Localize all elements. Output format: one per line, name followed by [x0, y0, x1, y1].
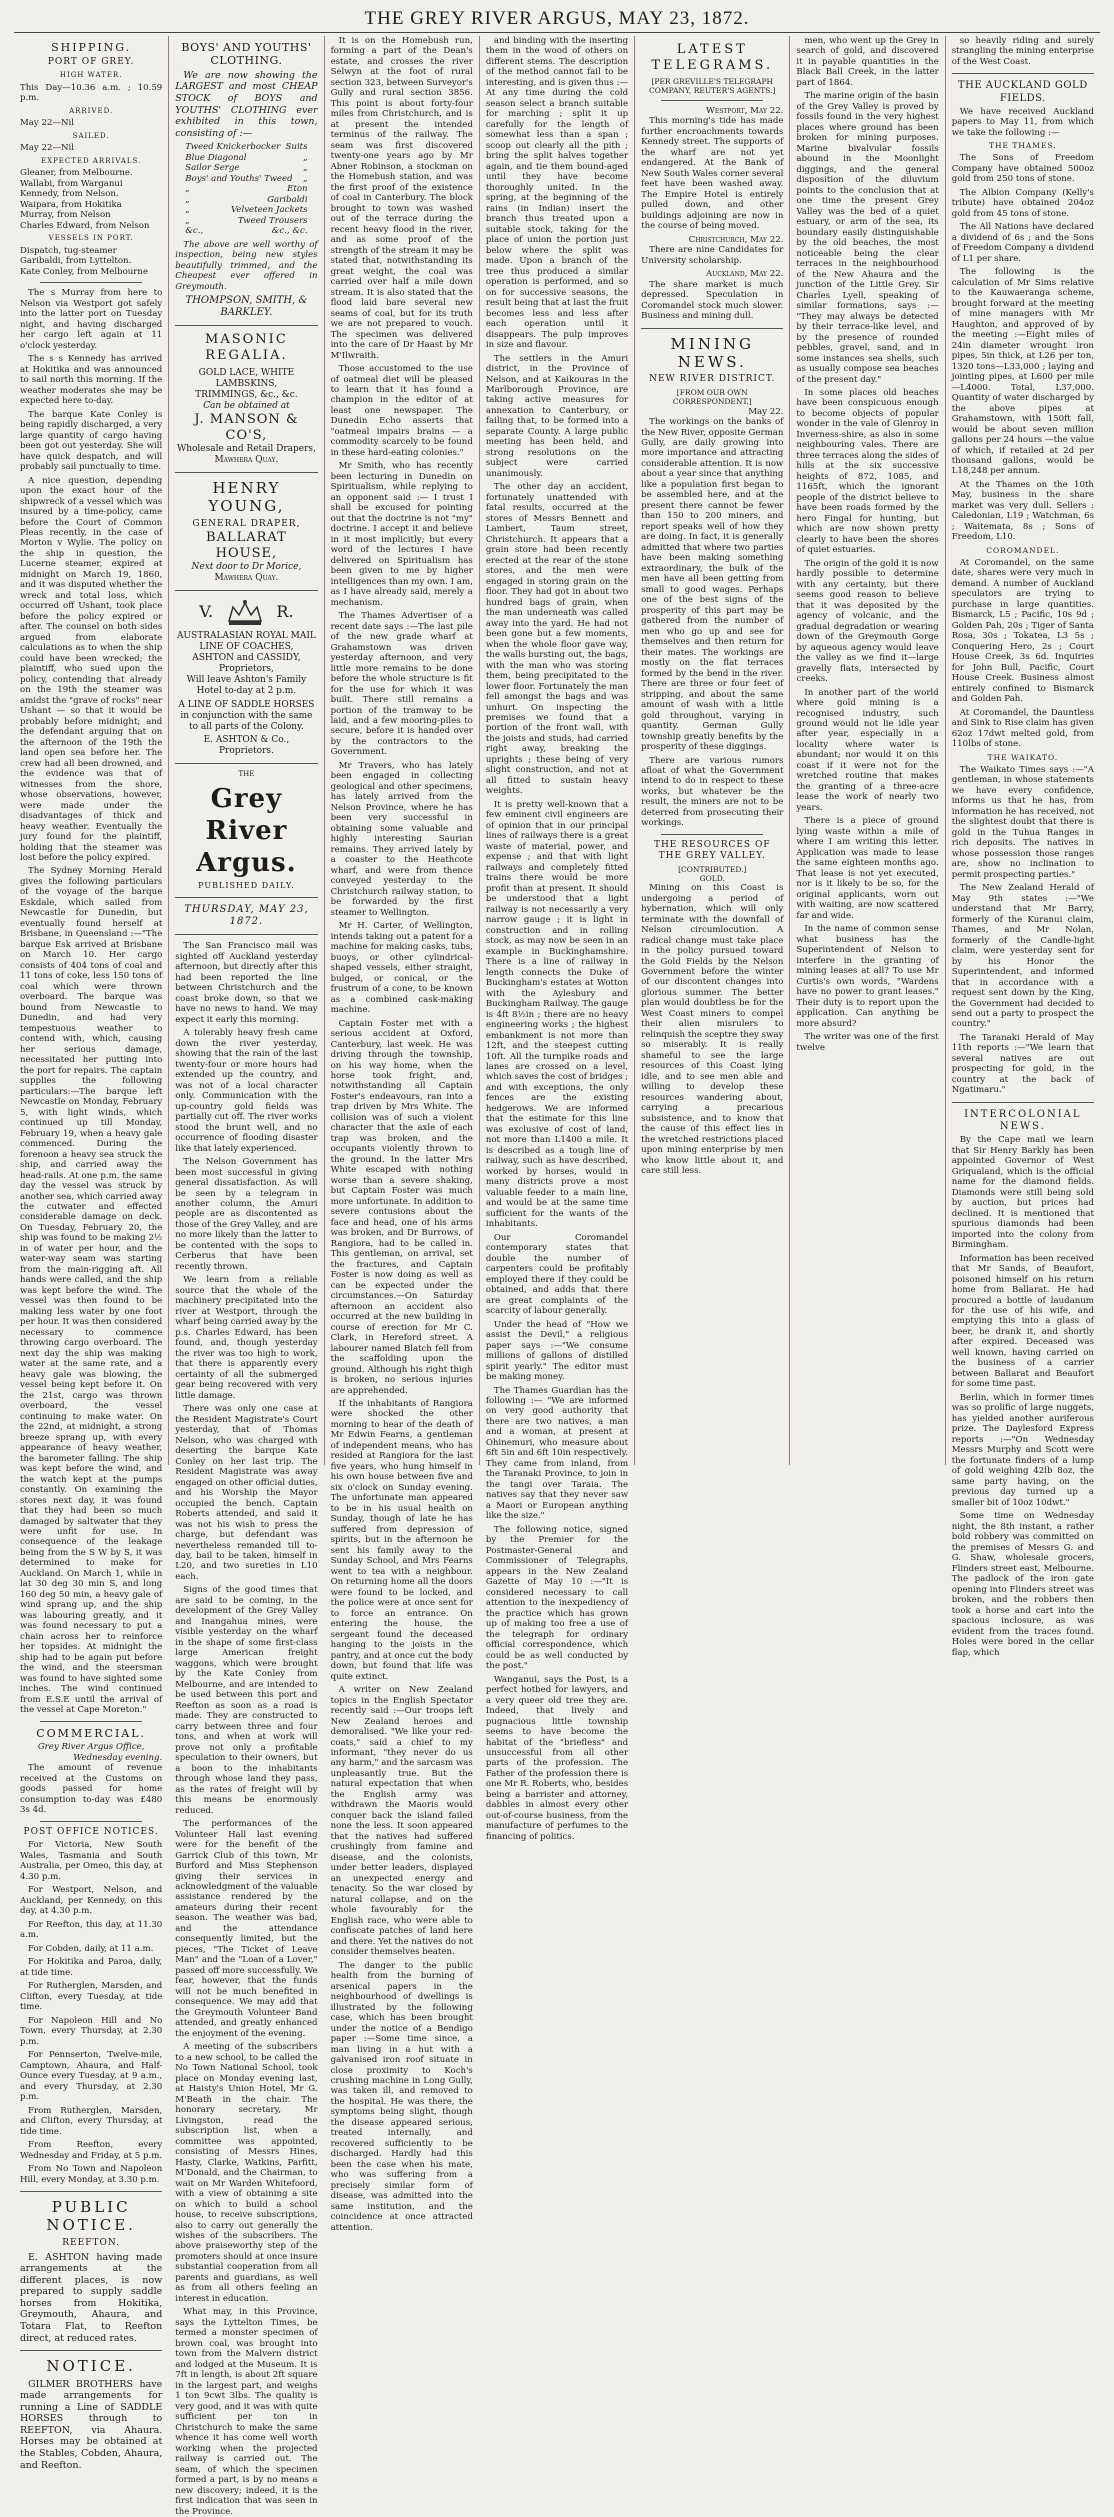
article-paragraph: The danger to the public health from the burning of arsenical papers in the neighbourhood of dwellings is illustrated by the following case, which has been brought under the notice of a Bendigo paper :—Some time since, a man living in a hut with a galvanised iron roof situate in close proximity to Koch's crushing machine in Long Gully, was taken ill, and removed to the hospital. He was there, the symptoms being slight, though the disease appeared serious, treated internally, and recovered sufficiently to be discharged. Hardly had this been the case when his mate, who was suffering from a precisely similar form of disease, was admitted into the same institution, and the coincidence at once attracted attention.	[330, 1960, 473, 2233]
resources-tag: [CONTRIBUTED.]	[678, 864, 747, 874]
list-item: Murray, from Nelson	[20, 210, 111, 221]
mining-date: May 22.	[748, 406, 784, 417]
list-item: Tweed Knickerbocker Suits	[185, 142, 308, 153]
vessels-list	[20, 246, 162, 277]
telegram-item: Christchurch, May 22. There are nine Candidates for University scholarship.	[641, 234, 784, 266]
post-notice: For Cobden, daily, at 11 a.m.	[28, 1943, 154, 1954]
mining-paragraph: The workings on the banks of the New River, opposite German Gully, are daily growing into more importance and attracting considerable attention. It is now about a year since that anything like a population first began to be assembled here, and at the present there cannot be fewer than 150 to 200 miners, and report speaks well of how they are doing. In fact, it is generally admitted that where two parties have been making something extraordinary, the bulk of the men have all been getting from small to good wages. Perhaps one of the best signs of the prosperity of this part may be gathered from the number of men who go up and see for themselves and then return for their mates. The workings are mostly on the flat terraces formed by the bend in the river. There are three or four feet of stripping, and about the same amount of wash with a little gold throughout, varying in quantity. German Gully township greatly benefits by the prosperity of these diggings.	[641, 417, 784, 753]
list-item: Kennedy, from Nelson.	[20, 189, 119, 200]
shipping-news: The Sydney Morning Herald gives the following particulars of the voyage of the barque Eskdale, which sailed from Newcastle for Dunedin, but eventually found herself at Brisbane, in Queensland :—"The barque Esk arrived at Brisbane on March 10. Her cargo consists of 404 tons of coal and 11 tons of coke, less 150 tons of coal which were thrown overboard. The barque was bound from Newcastle to Dunedin, and had very tempestuous weather to contend with, which, causing her serious damage, necessitated her putting into the port for repairs. The captain supplies the following particulars:—The barque left Newcastle on Monday, February 5, with light winds, which continued up till Monday, February 19, when a heavy gale commenced. During the forenoon a heavy sea struck the ship, and carried away the head-rails. At one p.m. the same day the vessel was struck by another sea, which carried away the cutwater and effected considerable damage on deck. On Tuesday, February 20, the ship was found to be making 2½ in of water per hour, and the water-way seam was starting from the main-rigging aft. All hands were called, and the ship was kept before the wind. The vessel was then found to be making less water by one foot per hour. It was then considered necessary to commence throwing cargo overboard. The next day the ship was making water at the same rate, and a heavy gale was blowing, the vessel being kept before it. On the 21st, cargo was thrown overboard, the vessel continuing to make water. On the 22nd, at midnight, a strong breeze sprang up, with every appearance of heavy weather, the barometer falling. The ship was kept before the wind, and the watch kept at the pumps constantly. On examining the stores next day, it was found that they had been so much damaged by saltwater that they were unfit for use. In consequence of the leakage being from the S W by S, it was determined to make for Auckland. On March 1, while in lat 30 deg 30 min S, and long 160 deg 50 min, a heavy gale of wind sprang up, and the ship was labouring greatly, and it was found necessary to put a chain across her to reinforce her topsides. At midnight the ship had to be again put before the wind, and the steersman was found to have sighted some inches. The wind continued from E.S.E until the arrival of the vessel at Cape Moreton."	[20, 866, 163, 1716]
mining-district: NEW RIVER DISTRICT.	[649, 374, 776, 385]
expected-heading: EXPECTED ARRIVALS.	[40, 156, 142, 165]
shipping-news: The s s Kennedy has arrived at Hokitika and was announced to sail north this morning. If the weather moderates she may be expected here to-day.	[20, 354, 163, 407]
article-paragraph: Mr H. Carter, of Wellington, intends taking out a patent for a machine for making casks, tubs, buoys, or other cylindrical-shaped vessels, either straight, bulged, or conical, or the frustrum of a cone, to be known as a combined cask-making machine.	[330, 921, 473, 1016]
coach-ad: AUSTRALASIAN ROYAL MAIL LINE OF COACHES, ASHTON and CASSIDY, Proprietors, Will leave Ashton's Family Hotel to-day at 2 p.m. A LINE OF SADDLE HORSES in conjunction with the same to all parts of the Colony. E. ASHTON & Co., Proprietors.	[176, 630, 316, 756]
article-paragraph: so heavily riding and surely strangling the mining enterprise of the West Coast.	[951, 36, 1094, 67]
tide-times: This Day—10.36 a.m. ; 10.59 p.m.	[20, 82, 163, 104]
telegrams-source: [PER GREVILLE'S TELEGRAPH COMPANY, REUTER'S AGENTS.]	[649, 76, 776, 95]
auckland-intro: We have received Auckland papers to May 11, from which we take the following :—	[951, 106, 1094, 138]
masthead	[14, 6, 1100, 33]
notice-text: GILMER BROTHERS have made arrangements for running a Line of SADDLE HORSES through to REEFTON, via Ahaura. Horses may be obtained at the Stables, Cobden, Ahaura, and Reefton.	[20, 2378, 163, 2471]
intercolonial-paragraph: Information has been received that Mr Sands, of Beaufort, poisoned himself on his return home from Ballarat. He had procured a bottle of laudanum for the use of his wife, and emptying this into a glass of beer, he drank it, and shortly after expired. Deceased was well known, having carried on the business of a carrier between Ballarat and Beaufort for some time past.	[951, 1253, 1094, 1390]
young-heading: HENRY YOUNG,	[208, 478, 285, 515]
article-paragraph: Captain Foster met with a serious accident at Oxford, Canterbury, last week. He was driving through the township, on his way home, when the horse took fright, and, notwithstanding all Captain Foster's endeavours, ran into a trap driven by Mrs White. The collision was of such a violent character that the axle of each trap was broken, and the occupants violently thrown to the ground. In the latter Mrs White escaped with nothing worse than a severe shaking, but Captain Foster was much more unfortunate. In addition to severe contusions about the face and head, one of his arms was broken, and Dr Burrows, of Rangiora, had to be called in. This gentleman, on arrival, set the fractures, and Captain Foster is now doing as well as can be expected under the circumstances.—On Saturday afternoon an accident also occurred at the new building in course of erection for Mr C. Clark, in Hereford street. A labourer named Blatch fell from the scaffolding upon the ground. Although his right thigh is broken, no serious injuries are apprehended.	[330, 1018, 473, 1396]
post-office-heading: POST OFFICE NOTICES.	[23, 1826, 159, 1837]
high-water-heading: HIGH WATER.	[59, 71, 123, 80]
column-3	[325, 36, 480, 2233]
thames-heading: THE THAMES.	[988, 141, 1057, 151]
editorial-paragraph: What may, in this Province, says the Lyttelton Times, be termed a monster specimen of brown coal, was brought into town from the Malvern district and lodged at the Museum. It is 7ft in length, is about 2ft square in the largest part, and weighs 1 ton 9cwt 3lbs. The quality is very good, and it was with quite sufficient per ton in Christchurch to make the same whence it has come well worth working when the projected railway is carried out. The seam, of which the specimen formed a part, is by no means a new discovery; indeed, it is the first indication that was seen in the Province.	[175, 2307, 318, 2517]
divider	[952, 73, 1094, 74]
masthead-title: THE GREY RIVER ARGUS, MAY 23, 1872.	[364, 8, 750, 29]
divider	[40, 1821, 142, 1822]
masonic-ad: GOLD LACE, WHITE LAMBSKINS, TRIMMINGS, &c., &c. Can be obtained at J. MANSON & CO'S, Wholesale and Retail Drapers, Mawhera Quay.	[176, 368, 316, 465]
editorial-paragraph: The performances of the Volunteer Hall last evening were for the benefit of the Garrick Club of this town, Mr Burford and Miss Stephenson giving their services in acknowledgment of the valuable assistance rendered by the amateurs during their recent season. The weather was bad, and the attendance consequently limited, but the pieces, "The Ticket of Leave Man" and the "Loan of a Lover," passed off more successfully. We fear, however, that the funds will not be much benefited in consequence. We may add that the Greymouth Volunteer Band attended, and greatly enhanced the enjoyment of the evening.	[175, 1819, 318, 2039]
article-paragraph: The Thames Advertiser of a recent date says :—The last pile of the new grade wharf at Grahamstown was driven yesterday afternoon, and very little more remains to be done before the whole structure is fit for the use for which it was built. There still remains a portion of the tramway to be laid, and a few mooring-piles to secure, before it is handed over by the contractors to the Government.	[330, 611, 473, 758]
divider	[641, 328, 783, 329]
mining-paragraph: There are various rumors afloat of what the Government intend to do in respect to these works, but whatever be the result, the miners are not to be deterred from prosecuting their workings.	[641, 755, 784, 829]
notice-heading: NOTICE.	[46, 2357, 136, 2376]
divider	[175, 897, 317, 898]
column-1	[14, 36, 169, 2471]
coromandel-paragraph: At Coromandel, the Dauntless and Sink to Rise claim has given 62oz 17dwt melted gold, from 110lbs of stone.	[951, 707, 1094, 750]
intercolonial-paragraph: Some time on Wednesday night, the 8th instant, a rather bold robbery was committed on the premises of Messrs G. and G. Shaw, wholesale grocers, Flinders street east, Melbourne. The padlock of the iron gate opening into Flinders street was broken, and the robbers then took a horse and cart into the spacious inclosure, as was evident from the traces found. Holes were bored in the cellar flap, which	[951, 1511, 1094, 1658]
post-notice: For Hokitika and Paroa, daily, at tide time.	[20, 1957, 163, 1978]
divider	[952, 1102, 1094, 1103]
post-notice: For Westport, Nelson, and Auckland, per Kennedy, on this day, at 4.30 p.m.	[20, 1885, 163, 1917]
clothing-heading: BOYS' AND YOUTHS' CLOTHING.	[181, 41, 312, 68]
commercial-text: The amount of revenue received at the Customs on goods passed for home consumption to-day was £480 3s 4d.	[20, 1763, 163, 1816]
waikato-paragraph: The Taranaki Herald of May 11th reports :—"We learn that several natives are out prospecting for gold, in the country at the back of Ngatimaru."	[951, 1032, 1094, 1096]
intercolonial-paragraph: Berlin, which in former times was so prolific of large nuggets, has yielded another auriferous prize. The Daylesford Express reports :—"On Wednesday Messrs Murphy and Scott were the fortunate finders of a lump of gold weighing 42lb 8oz, the same party having, on the previous day turned up a smaller bit of 10oz 10dwt."	[951, 1392, 1094, 1508]
list-item: „ Eton	[185, 184, 308, 195]
post-notice: For Napoleon Hill and No Town, every Thursday, at 2.30 p.m.	[20, 2015, 163, 2047]
thames-paragraph: At the Thames on the 10th May, business in the share market was very dull. Sellers : Caledonian, L19 ; Watchman, 6s ; Waitemata, 8s ; Sons of Freedom, L10.	[951, 479, 1094, 543]
list-item: Dispatch, tug-steamer	[20, 245, 117, 256]
article-paragraph: There is a piece of ground lying waste within a mile of where I am writing this letter. Application was made to lease the same eighteen months ago. That lease is not yet executed, nor is it likely to be so, for the original applicants, worn out with waiting, are now scattered far and wide.	[796, 816, 939, 921]
article-paragraph: men, who went up the Grey in search of gold, and discovered it in payable quantities in the Black Ball Creek, in the latter part of 1864.	[796, 36, 939, 88]
coromandel-heading: COROMANDEL.	[986, 545, 1060, 555]
waikato-heading: THE WAIKATO.	[987, 752, 1059, 762]
post-notice: From No Town and Napoleon Hill, every Monday, at 3.30 p.m.	[20, 2164, 163, 2185]
article-paragraph: The following notice, signed by the Premier for the Postmaster-General and Commissioner of Telegraphs, appears in the New Zealand Gazette of May 10 :—"It is considered necessary to call attention to the inexpediency of the practice which has grown up of making too free a use of the telegraph for ordinary official correspondence, which could be as well conducted by the post."	[485, 1524, 629, 1672]
list-item: Gleaner, from Melbourne.	[20, 168, 133, 179]
thames-paragraph: The Sons of Freedom Company have obtained 500oz gold from 250 tons of stone.	[951, 153, 1094, 185]
shipping-news: A nice question, depending upon the exact hour of the shipwreck of a vessel which was insured by a time-policy, came before the Court of Common Pleas recently, in the case of Morton v Wylie. The policy on the ship in question, the Lucerne steamer, expired at midnight on March 19, 1860, and it was disputed whether the wreck and total loss, which occurred off Ushant, took place before the policy expired or after. The counsel on both sides argued from elaborate calculations as to when the ship could have been wrecked; the plaintiff, who sued upon the policy, contending that already on the 19th the steamer was amidst the "grave of rocks" near Ushant — so that it would be probably before midnight; and the defendant arguing that on the afternoon of the 19th the land open sea before her. The crew had all been drowned, and the evidence was that of witnesses from the shore, whose observations, however, were made under the disadvantages of thick and heavy weather. Eventually the jury found for the plaintiff, holding that the steamer was lost before the policy expired.	[20, 475, 163, 863]
article-paragraph: It is pretty well-known that a few eminent civil engineers are of opinion that in our principal lines of railways there is a great waste of material, power, and expense ; and that with light railways and completely fitted trains there would be more profit than at present. It should be understood that a light railway is not necessarily a very narrow gauge ; it is light in construction and in rolling stock, as may now be seen in an example in Buckinghamshire. There is a line of railway in length connects the Duke of Buckingham's estates at Wotton with the Aylesbury and Buckingham Railway. The gauge is 4ft 8½in ; there are no heavy engineering works ; the highest embankment is not more than 12ft, and the steepest cutting 10ft. All the turnpike roads and lanes are crossed on a level, which saves the cost of bridges ; and with exceptions, the only fences are the existing hedgerows. We are informed that the estimate for this line was exclusive of cost of land, not more than L1400 a mile. It is described as a tough line of railway, such as have described, worked by horses, would in many districts prove a most valuable feeder to a main line, and would be at the same time sufficient for the wants of the inhabitants.	[485, 799, 629, 1230]
article-paragraph: The other day an accident, fortunately unattended with fatal results, occurred at the stores of Messrs Bennett and Lambert, Taum street, Christchurch. It appears that a grain store had been recently erected at the rear of the stone stores, and the men were engaged in storing grain on the floor. They had got in about two hundred bags of grain, when the man underneath was called away into the yard. He had not been gone but a few moments, when the whole floor gave way, the walls bursting out, the bags, with the man who was storing them, being precipitated to the lower floor. Fortunately the man fell amongst the bags and was unhurt. On inspecting the premises we found that a portion of the front wall, with the joists and studs, had carried right away, breaking the uprights ; these being of very slight construction, and not at all fitted to sustain heavy weights.	[485, 482, 629, 797]
article-paragraph: Our Coromandel contemporary states that double the number of carpenters could be profitably employed there if they could be obtained, and adds that there are great complaints of the scarcity of labour generally.	[485, 1232, 629, 1317]
divider	[175, 763, 317, 764]
columns	[14, 36, 1100, 2517]
commercial-day: Wednesday evening.	[73, 1752, 163, 1763]
telegram-item: Auckland, May 22. The share market is much depressed. Speculation in Coromandel stock much slower. Business and mining dull.	[641, 269, 784, 322]
mining-source: [FROM OUR OWN CORRESPONDENT.]	[672, 388, 752, 407]
list-item: &c., &c., &c.	[185, 226, 308, 237]
arrived-list: May 22—Nil	[20, 118, 75, 129]
post-notice: For Reefton, this day, at 11.30 a.m.	[20, 1919, 163, 1941]
post-notice: For Pennserton, Twelve-mile, Camptown, Ahaura, and Half-Ounce every Tuesday, at 9 a.m., and every Thursday, at 2.30 p.m.	[20, 2050, 163, 2103]
article-paragraph: Under the head of "How we assist the Devil," a religious paper says :—"We consume millions of gallons of distilled spirit yearly." The editor must be making money.	[485, 1319, 629, 1383]
clothing-intro: We are now showing the LARGEST and most CHEAP STOCK of BOYS and YOUTHS' CLOTHING ever exhibited in this town, consisting of :—	[175, 69, 318, 139]
argus-dateline: THURSDAY, MAY 23, 1872.	[184, 904, 309, 928]
list-item: Boys' and Youths' Tweed „	[185, 173, 308, 184]
sailed-list: May 22—Nil	[20, 143, 75, 154]
column-7	[946, 36, 1100, 1658]
expected-list	[20, 168, 162, 231]
clothing-outro: The above are well worthy of inspection, being new styles beautifully trimmed, and the Cheapest ever offered in Greymouth.	[175, 239, 318, 292]
vessels-heading: VESSELS IN PORT.	[48, 234, 134, 243]
arrived-heading: ARRIVED.	[69, 106, 114, 115]
waikato-paragraph: The New Zealand Herald of May 9th states :—"We understand that Mr Barry, formerly of the Kuranui claim, Thames, and Mr Nolan, formerly of the Candle-light claim, were yesterday sent for by his Honor the Superintendent, and informed that in accordance with a request sent down by the King, the Government had decided to send out a party to prospect the country."	[951, 883, 1094, 1030]
sailed-heading: SAILED.	[72, 131, 110, 140]
post-notice: For Victoria, New South Wales, Tasmania and South Australia, per Omeo, this day, at 4.30 p.m.	[20, 1840, 163, 1882]
shipping-news: The barque Kate Conley is being rapidly discharged, a very large quantity of cargo having been got out yesterday. She will have quick despatch, and will probably sail punctually to time.	[20, 409, 163, 473]
resources-sub: GOLD.	[699, 873, 725, 883]
vr-left: V.	[199, 602, 214, 622]
divider	[661, 100, 763, 101]
argus-the: THE	[238, 769, 255, 778]
divider	[661, 834, 763, 835]
article-paragraph: It is on the Homebush run, forming a part of the Dean's estate, and crosses the river Selwyn at the foot of rural section 323, between Surveyor's Gully and rural section 3856. This point is about forty-four miles from Christchurch, and is at present the intended terminus of the railway. The seam was first discovered twenty-one years ago by Mr Abner Robinson, a stockman on the Homebush station, and was the first proof of the existence of coal in Canterbury. The block brought to town was washed out of the terrace during the recent heavy flood in the river, and as some proof of the strength of the stream it may be stated that, notwithstanding its great weight, the coal was carried over half a mile down stream. It is also stated that the flood laid bare several new seams of coal, but for its truth we are not prepared to vouch. The specimen was delivered into the care of Dr Haast by Mr M'Ilwraith.	[330, 36, 473, 361]
vr-right: R.	[276, 602, 294, 622]
clothing-firm: THOMPSON, SMITH, & BARKLEY.	[185, 295, 308, 319]
auckland-heading: THE AUCKLAND GOLD FIELDS.	[957, 80, 1088, 104]
mining-heading: MINING NEWS.	[670, 334, 754, 371]
editorial-paragraph: There was only one case at the Resident Magistrate's Court yesterday, that of Thomas Nelson, who was charged with deserting the barque Kate Conley on her last trip. The Resident Magistrate was away engaged on other official duties, and his Worship the Mayor occupied the bench. Captain Roberts attended, and said it was not his wish to press the charge, but defendant was nevertheless remanded till to-day, bail to be taken, himself in L20, and two sureties in L10 each.	[175, 1404, 318, 1582]
list-item: Wallabi, from Warganui	[20, 178, 123, 189]
article-paragraph: Mr Smith, who has recently been lecturing in Dunedin on Spiritualism, while replying to an opponent said :— I trust I shall be excused for pointing out that the doctrine is not "my" doctrine. I accept it and believe in it most implicitly; but every word of the lectures I have delivered on Spiritualism has been given to me by higher intelligences than my own. I am, as I have already said, merely a mechanism.	[330, 461, 473, 608]
list-item: „ Tweed Trousers	[185, 215, 308, 226]
editorial-paragraph: A meeting of the subscribers to a new school, to be called the No Town National School, took place on Monday evening last, at Haisty's Union Hotel, Mr G. M'Beath in the chair. The honorary secretary, Mr Livingston, read the subscription list, when a committee was appointed, consisting of Messrs Hines, Hasty, Clarke, Watkins, Parfitt, M'Donald, and the Chairman, to wait on Mr Warden Whitefoord, with a view of obtaining a site on which to build a school house, to receive subscriptions, also to carry out generally the wishes of the subscribers. The above praiseworthy step of the promoters should at once insure substantial cooperation from all parents and guardians, as well as from all others feeling an interest in education.	[175, 2042, 318, 2304]
thames-paragraph: The Albion Company (Kelly's tribute) have obtained 204oz gold from 45 tons of stone.	[951, 187, 1094, 219]
list-item: „ Garibaldi	[185, 194, 308, 205]
young-ad: GENERAL DRAPER, BALLARAT HOUSE, Next door to Dr Morice, Mawhera Quay.	[191, 519, 302, 583]
divider	[175, 472, 317, 473]
public-notice-place: REEFTON.	[62, 2237, 120, 2248]
editorial-paragraph: The Nelson Government has been most successful in giving general dissatisfaction. As will be seen by a telegram in another column, the Amuri people are as discontented as those of the Grey Valley, and are no more likely than the latter to be contented with the sops to Cerberus that have been recently thrown.	[175, 1157, 318, 1272]
divider	[20, 2350, 162, 2351]
column-2	[169, 36, 324, 2517]
list-item: Blue Diagonal „	[185, 152, 308, 163]
thames-paragraph: The following is the calculation of Mr Sims relative to the Kauwaeranga scheme, brought forward at the meeting of mine managers with Mr Haughton, and approved of by the meeting :—Eight miles of 24in diameter wrought iron pipes, 5in thick, at L26 per ton, 1320 tons—L33,000 ; laying and jointing pipes, at L600 per mile—L4000. Total, L37,000. Quantity of water discharged by the above pipes at Grahamstown, with 150ft fall, would be about seven million gallons per 24 hours —the value of which, if retailed at 2d per thousand gallons, would be L18,248 per annum.	[951, 267, 1094, 477]
editorial-paragraph: Signs of the good times that are said to be coming, in the development of the Grey Valley and Inangahua mines, were visible yesterday on the wharf in the shape of some first-class large American freight waggons, which were brought by the Kate Conley from Melbourne, and are intended to be used between this port and Reefton as soon as a road is made. They are constructed to carry between three and four tons, and when at work will prove not only a profitable speculation to their owners, but a boon to the inhabitants through whose land they pass, as the rates of freight will by this means be enormously reduced.	[175, 1585, 318, 1816]
article-paragraph: In the name of common sense what business has the Superintendent of Nelson to interfere in the granting of mining leases at all? To use Mr Curtis's own words, "Wardens have no power to grant leases." Their duty is to report upon the application. Can anything be more absurd?	[796, 924, 939, 1029]
editorial-paragraph: A tolerably heavy fresh came down the river yesterday, showing that the rain of the last twenty-four or more hours had extended up the country, and was not of a local character only. Communication with the up-country gold fields was partially cut off. The river works stood the brunt well, and no occurrence of flooding disaster like that lately experienced.	[175, 1028, 318, 1154]
column-5	[635, 36, 790, 1465]
article-paragraph: In some places old beaches have been conspicuous enough to become objects of popular wonder in the vale of Glenroy in Inverness-shire, as also in some neighbouring vales. There are three terraces along the sides of hills at the six successive heights of 872, 1085, and 1165ft, which the ignorant people of the district believe to have been roads formed by the hero Fingal for hunting, but which are now shown pretty clearly to have been the shores of quiet estuaries.	[796, 387, 939, 556]
intercolonial-heading: INTERCOLONIAL NEWS.	[964, 1108, 1082, 1133]
column-6	[790, 36, 945, 1465]
thames-paragraph: The All Nations have declared a dividend of 6s ; and the Sons of Freedom Company a dividend of L1 per share.	[951, 222, 1094, 264]
article-paragraph: The writer was one of the first twelve	[796, 1032, 939, 1053]
telegram-item: Westport, May 22. This morning's tide has made further encroachments towards Kennedy street. The supports of the wharf are not yet endangered. At the Bank of New South Wales corner several feet have been washed away. The Empire Hotel is entirely pulled down, and other buildings adjoining are now in the course of being moved.	[641, 106, 784, 232]
article-paragraph: Those accustomed to the use of oatmeal diet will be pleased to learn that it has found a champion in the editor of at least one newspaper. The Dunedin Echo asserts that "oatmeal impairs brains — a commodity scarcely to be found in these hard-eating colonies."	[330, 364, 473, 458]
divider	[40, 282, 142, 283]
telegrams-heading: LATEST TELEGRAMS.	[651, 42, 774, 73]
column-4	[480, 36, 635, 1842]
post-notice: For Rutherglen, Marsden, and Clifton, every Tuesday, at tide time.	[20, 1981, 163, 2013]
article-paragraph: The marine origin of the basin of the Grey Valley is proved by fossils found in the very highest places where ground has been broken for mining purposes. Marine bivalvular fossils abound in the Moonlight diggings, and the general disposition of the diluvium points to the conclusion that at one time the present Grey Valley was the bed of a quiet estuary, or arm of the sea, its boundary easily distinguishable by the old beaches, the most noticeable being the clear terraces in the neighbourhood of the New Ahaura and the junction of the Little Grey. Sir Charles Lyell, speaking of similar formations, says :— "They may always be detected by their terrace-like level, and by the presence of rounded pebbles, gravel, sand, and in some instances sea shells, such as usually compose sea beaches of the present day."	[796, 91, 939, 385]
resources-heading: THE RESOURCES OF THE GREY VALLEY.	[653, 839, 771, 861]
article-paragraph: If the inhabitants of Rangiora were shocked the other morning to hear of the death of Mr Edwin Fearns, a gentleman of independent means, who has resided at Rangiora for the last five years, who hung himself in his own house between five and six o'clock on Sunday evening. The unfortunate man appeared to be in his usual health on Sunday, though of late he has suffered from depression of spirits, but in the afternoon he sent his family away to the Sunday School, and Mrs Fearns went to tea with a neighbour. On returning home all the doors were found to be locked, and the police were at once sent for to force an entrance. On entering the house, the sergeant found the deceased hanging to the joists in the pantry, and at once cut the body down, but found that life was quite extinct.	[330, 1399, 473, 1682]
list-item: Kate Conley, from Melbourne	[20, 266, 149, 277]
waikato-paragraph: The Waikato Times says :—"A gentleman, in whose statements we have every confidence, informs us that he has, from information he has received, not the slightest doubt that there is gold in the Tuhua Ranges in rich deposits. The natives in whose possession those ranges are, show no inclination to permit prospecting parties."	[951, 764, 1094, 880]
article-paragraph: A writer on New Zealand topics in the English Spectator recently said :—Our troops left New Zealand heroes and demoralised. "We like your red-coats," said a chief to my informant, "they never do us any harm," and the sarcasm was unpleasantly true. But the natural expectation that when the English army was withdrawn the Maoris would conquer back the island failed none the less. It soon appeared that the natives had suffered crushingly from famine and disease, and the colonists, under better leaders, displayed an unexpected energy and tenacity. So the war closed by natural collapse, and on the whole favourably for the English race, who were able to confiscate patches of land here and there. Yet the natives do not consider themselves beaten.	[330, 1685, 473, 1958]
shipping-news: The s Murray from here to Nelson via Westport got safely into the latter port on Tuesday night, and having discharged her cargo left again at 11 o'clock yesterday.	[20, 288, 163, 351]
coromandel-paragraph: At Coromandel, on the same date, shares were very much in demand. A number of Auckland speculators are trying to purchase in large quantities. Bismarck, L5 ; Pacific, 10s 9d ; Golden Pah, 20s ; Tiger of Santa Rosa, 30s ; Tokatea, L3 5s ; Conquering Hero, 2s ; Court House Creek, 3s 6d. Inquiries for John Bull, Pacific, Court House Creek. Business almost entirely confined to Bismarck and Golden Pah.	[951, 558, 1094, 705]
crown-icon	[225, 597, 265, 627]
list-item: Garibaldi, from Lyttelton.	[20, 256, 132, 267]
resources-paragraph: Mining on this Coast is undergoing a period of hybernation, which will only terminate with the downfall of Nelson circumlocution. A radical change must take place in the policy pursued toward the Gold Fields by the Nelson Government before the winter of our discontent changes into glorious summer. The better plan would doubtless be for the West Coast miners to compel their alien misrulers to relinquish the sceptre they sway so miserably. It is really shameful to see the large resources of this Coast lying idle, and to see men able and willing to develop these resources wandering about, carrying a precarious subsistence, and to know that the cause of this effect lies in the wretched restrictions placed upon mining enterprise by men who know little about it, and care still less.	[641, 883, 784, 1177]
editorial-paragraph: The San Francisco mail was sighted off Auckland yesterday afternoon, but directly after this had been reported the line between Christchurch and the coast broke down, so that we have no news to hand. We may expect it early this morning.	[175, 941, 318, 1025]
shipping-heading: SHIPPING.	[51, 41, 132, 54]
public-notice-heading: PUBLIC NOTICE.	[46, 2198, 136, 2235]
port-heading: PORT OF GREY.	[47, 57, 135, 68]
list-item: Waipara, from Hokitika	[20, 199, 122, 210]
divider	[175, 934, 317, 935]
commercial-office: Grey River Argus Office,	[37, 1742, 145, 1753]
masonic-heading: MASONIC REGALIA.	[205, 332, 288, 364]
argus-title: Grey River Argus.	[196, 784, 297, 878]
article-paragraph: and binding with the inserting them in the wood of others on different stems. The description of the method cannot fail to be interesting, and is given thus :—At any time during the cold season select a branch suitable for marching ; split it up carefully for the length of somewhat less than a span ; scoop out clearly all the pith ; bring the split halves together again, and tie them bound-aged until they have become thoroughly united. In the spring, at the beginning of the rains (in Indian) insert the branch thus treated upon a suitable stock, taking for the place of union the portion just below where the split was made. Upon a branch of the tree thus produced a similar operation is performed, and so on for successive seasons, the result being that at last the fruit becomes less and less after each operation until it disappears. The pulp improves in size and flavour.	[485, 36, 629, 351]
argus-published: PUBLISHED DAILY.	[198, 881, 295, 891]
royal-arms	[175, 597, 317, 627]
list-item: Sailor Serge „	[185, 163, 308, 174]
commercial-heading: COMMERCIAL.	[36, 1726, 147, 1740]
post-notice: From Reefton, every Wednesday and Friday, at 5 p.m.	[20, 2140, 163, 2161]
article-paragraph: The Thames Guardian has the following :— "We are informed on very good authority that there are two natives, a man and a woman, at present at Ohinemuri, who measure about 6ft 5in and 6ft 10in respectively. They came from inland, from the Taranaki Province, to join in the tangi over Taraia. The natives say that they never saw a Maori or European anything like the size."	[485, 1385, 629, 1522]
intercolonial-paragraph: By the Cape mail we learn that Sir Henry Barkly has been appointed Governor of West Griqualand, which is the official name for the diamond fields. Diamonds were still being sold by auction, but prices had declined. It is mentioned that spurious diamonds had been imported into the colony from Birmingham.	[951, 1135, 1094, 1251]
divider	[175, 325, 317, 326]
list-item: Charles Edward, from Nelson	[20, 220, 150, 231]
article-paragraph: Wanganui, says the Post, is a perfect hotbed for lawyers, and a very queer old tree they are. Indeed, that lively and pugnacious little township seems to have become the habitat of the "briefless" and unsuccessful from all other parts of the profession. The Father of the profession there is one Mr R. Roberts, who, besides being a barrister and attorney, dabbles in almost every other out-of-course business, from the manufacture of perfumes to the financing of politics.	[485, 1674, 629, 1842]
article-paragraph: Mr Travers, who has lately been engaged in collecting geological and other specimens, has lately arrived from the Nelson Province, where he has been very successful in obtaining some valuable and highly interesting Saurian remains. They arrived lately by a coaster to the Heathcote wharf, and were from thence conveyed yesterday to the Christchurch railway station, to be forwarded by the first steamer to Wellington.	[330, 760, 473, 918]
article-paragraph: In another part of the world where gold mining is a recognised industry, such ground would not lie idle year after year, especially in a locality where water is abundant; nor would it on this coast if it were not for the wretched routine that makes the granting of a three-acre lease the work of nearly two years.	[796, 687, 939, 813]
divider	[20, 2191, 162, 2192]
post-notice: From Rutherglen, Marsden, and Clifton, every Thursday, at tide time.	[20, 2105, 163, 2137]
divider	[175, 590, 317, 591]
article-paragraph: The origin of the gold it is now hardly possible to determine with any certainty, but there seems good reason to believe that it was deposited by the agency of volcanic, and the gradual degradation or wearing down of the Greymouth Gorge by aqueous agency would leave the valley as we find it—large gravelly flats, intersected by creeks.	[796, 558, 939, 685]
article-paragraph: The settlers in the Amuri district, in the Province of Nelson, and at Kaikouras in the Marlborough Province, are taking active measures for annexation to Canterbury, or failing that, to be formed into a separate County. A large public meeting has been held, and strong resolutions on the subject were carried unanimously.	[485, 353, 629, 479]
editorial-paragraph: We learn from a reliable source that the whole of the machinery precipitated into the river at Westport, through the wharf being carried away by the p.s. Charles Edward, has been found, and, though yesterday the river was too high to work, that there is apparently every certainty of all the submerged gear being recovered with very little damage.	[175, 1275, 318, 1401]
list-item: „ Velveteen Jackets	[185, 205, 308, 216]
divider	[40, 1721, 142, 1722]
clothing-list	[175, 142, 317, 236]
public-notice-text: E. ASHTON having made arrangements at the different places, is now prepared to supply saddle horses from Hokitika, Greymouth, Ahaura, and Totara Flat, to Reefton direct, at reduced rates.	[20, 2251, 163, 2344]
